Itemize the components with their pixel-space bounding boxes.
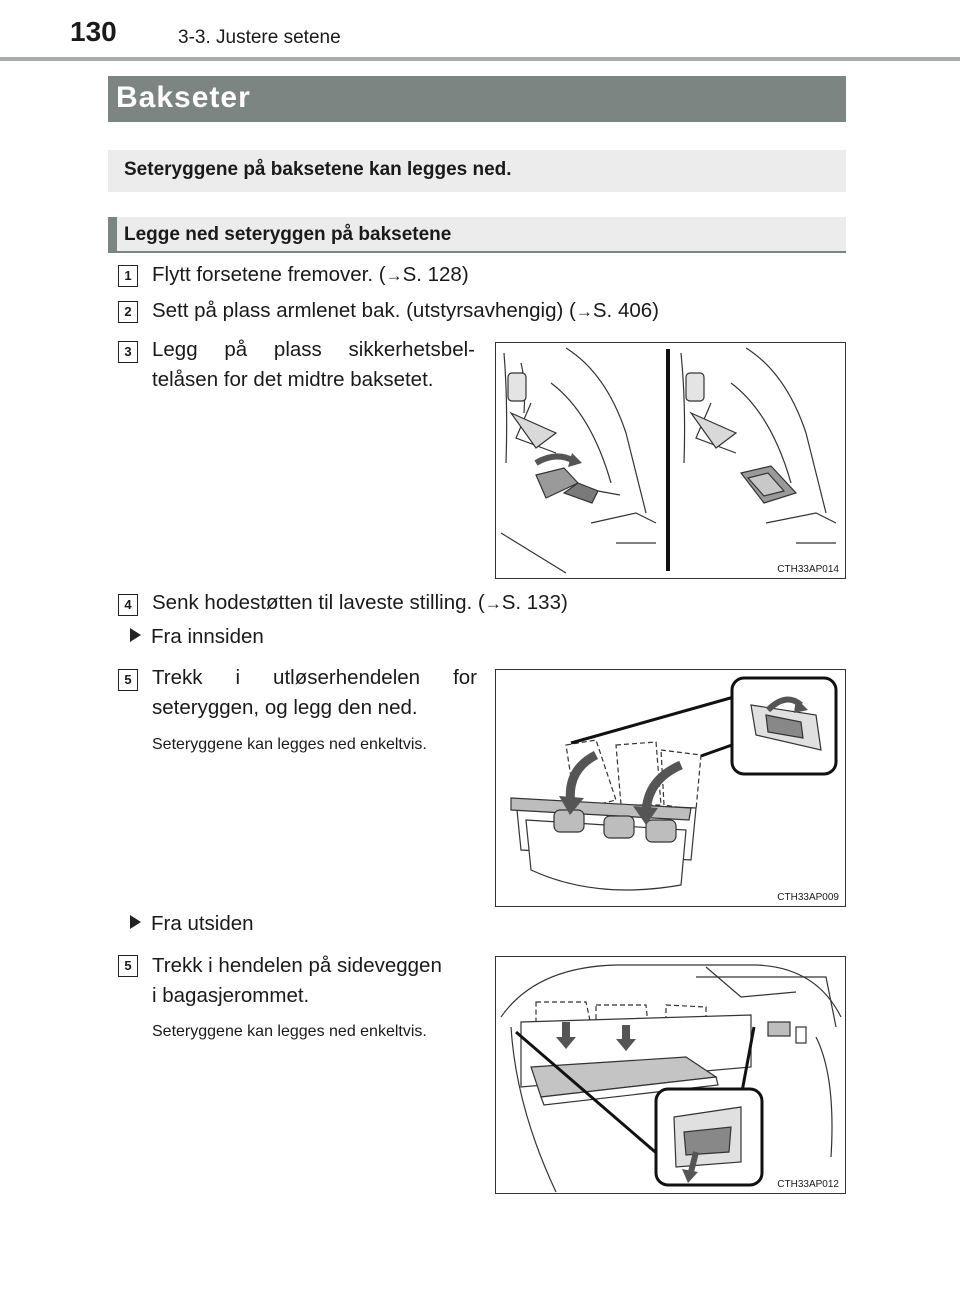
figure-code: CTH33AP012 (777, 1179, 839, 1190)
step-number-3: 3 (118, 341, 138, 363)
procedure-heading (108, 217, 846, 253)
luggage-lever-illustration (496, 957, 845, 1193)
step-5-outside-line-2: i bagasjerommet. (152, 984, 310, 1007)
page-reference-arrow-icon: → (385, 266, 403, 285)
step-3-line-2: telåsen for det midtre baksetet. (152, 368, 434, 391)
subsection-outside (130, 912, 254, 936)
subsection-outside-label: Fra utsiden (151, 912, 254, 935)
step-1-text-before: Flytt forsetene fremover. ( (152, 263, 386, 286)
step-2-text-before: Sett på plass armlenet bak. (utstyrsavhengig) ( (152, 299, 576, 322)
step-4-text-before: Senk hodestøtten til laveste stilling. ( (152, 591, 485, 614)
figure-code: CTH33AP009 (777, 892, 839, 903)
step-number-5: 5 (118, 669, 138, 691)
seatbelt-buckle-illustration (496, 343, 845, 578)
step-number-4: 4 (118, 594, 138, 616)
subsection-inside (130, 625, 264, 649)
figure-seatback-release (495, 669, 846, 907)
summary-text: Seteryggene på baksetene kan legges ned. (124, 159, 512, 180)
chapter-title: 3-3. Justere setene (178, 27, 341, 48)
step-1-text (152, 260, 469, 291)
step-5-outside-note: Seteryggene kan legges ned enkeltvis. (152, 1023, 427, 1040)
step-5-line-2: seteryggen, og legg den ned. (152, 696, 418, 719)
procedure-heading-text: Legge ned seteryggen på baksetene (124, 224, 452, 245)
step-5-note: Seteryggene kan legges ned enkeltvis. (152, 736, 427, 753)
figure-code: CTH33AP014 (777, 564, 839, 575)
seatback-release-illustration (496, 670, 845, 906)
step-3-line-1: Legg på plass sikkerhetsbel- (152, 338, 475, 361)
step-2-text (152, 296, 659, 327)
step-5-outside-line-1: Trekk i hendelen på sideveggen (152, 954, 442, 977)
header-divider (0, 57, 960, 61)
step-4-text (152, 588, 568, 619)
subsection-inside-label: Fra innsiden (151, 625, 264, 648)
step-4-text-after: S. 133) (501, 591, 568, 614)
page-reference-arrow-icon: → (484, 594, 502, 613)
step-number-1: 1 (118, 265, 138, 287)
page-reference-arrow-icon: → (575, 302, 593, 321)
step-number-5-outside: 5 (118, 955, 138, 977)
page-number: 130 (70, 16, 117, 47)
section-title-bar (108, 76, 846, 122)
triangle-bullet-icon (130, 915, 141, 929)
step-5-line-1: Trekk i utløserhendelen for (152, 666, 477, 689)
step-1-text-after: S. 128) (402, 263, 469, 286)
heading-accent-bar (108, 217, 117, 253)
triangle-bullet-icon (130, 628, 141, 642)
summary-box (108, 150, 846, 192)
step-number-2: 2 (118, 301, 138, 323)
step-2-text-after: S. 406) (592, 299, 659, 322)
page-title: Bakseter (116, 81, 251, 114)
figure-luggage-lever (495, 956, 846, 1194)
figure-seatbelt-buckle (495, 342, 846, 579)
